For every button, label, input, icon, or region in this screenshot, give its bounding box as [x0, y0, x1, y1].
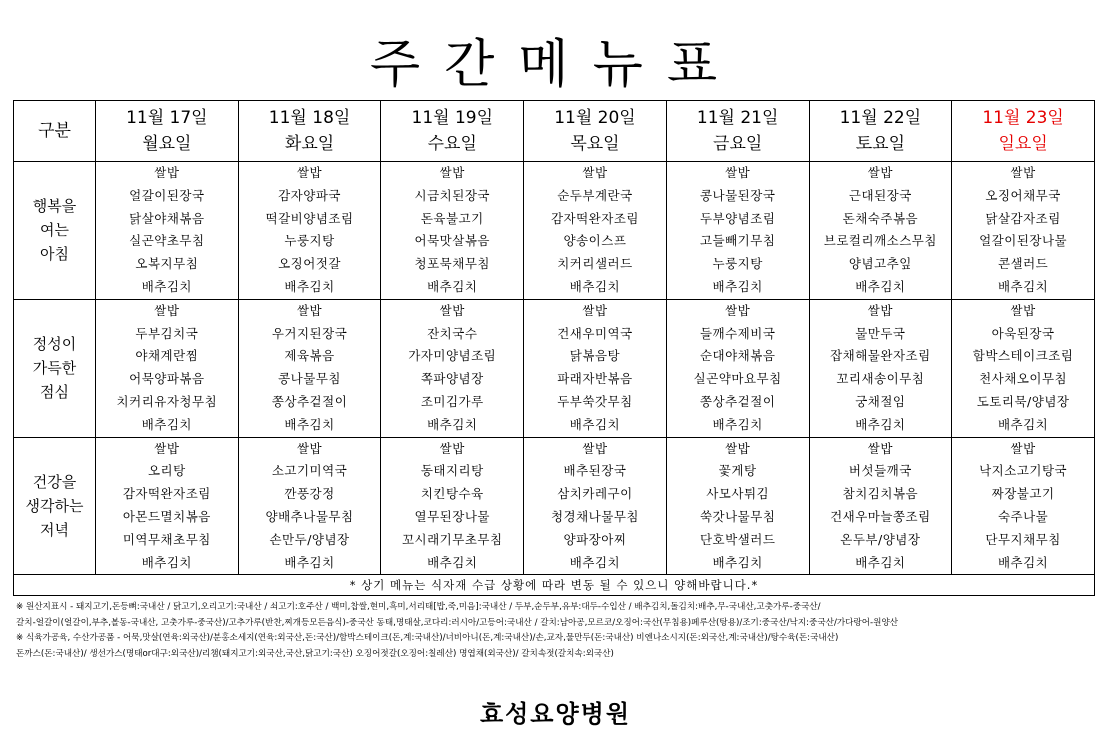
meal-label-line: 생각하는 [25, 496, 84, 515]
menu-item: 배추김치 [427, 278, 478, 294]
menu-item: 야채계란찜 [135, 348, 199, 364]
meal-label-breakfast [14, 162, 96, 300]
day-header-tuesday [238, 101, 381, 162]
menu-table [13, 100, 1095, 596]
meal-label-lunch [14, 299, 96, 437]
menu-item: 배추김치 [569, 278, 621, 294]
day-header-saturday [809, 101, 952, 162]
meal-row-dinner [14, 437, 1095, 575]
menu-item: 동태지리탕 [420, 463, 484, 479]
menu-item: 단호박샐러드 [699, 531, 776, 547]
menu-cell [381, 299, 524, 437]
day-date: 11월 23일 [982, 108, 1064, 128]
menu-item: 손만두/양념장 [269, 531, 350, 547]
menu-cell [96, 437, 239, 575]
day-date: 11월 19일 [411, 108, 494, 128]
menu-item: 브로컬리깨소스무침 [823, 233, 937, 249]
menu-item: 파래자반볶음 [557, 371, 633, 387]
menu-item: 쌀밥 [154, 302, 180, 318]
header-row [14, 101, 1095, 162]
menu-item: 쌀밥 [296, 440, 323, 456]
menu-item: 건새우마늘쫑조림 [830, 508, 931, 524]
menu-item: 제육볶음 [284, 348, 335, 364]
menu-item: 콩나물된장국 [699, 187, 776, 203]
day-date: 11월 20일 [554, 108, 636, 128]
menu-item: 쌀밥 [439, 302, 465, 318]
menu-item: 쌀밥 [154, 440, 180, 456]
menu-item: 치커리유자청무침 [116, 393, 218, 409]
day-weekday: 목요일 [570, 134, 620, 154]
menu-item: 배추김치 [141, 416, 192, 432]
menu-item: 순대야채볶음 [699, 348, 776, 364]
menu-cell [524, 299, 667, 437]
notice-text: * 상기 메뉴는 식자재 수급 상황에 따라 변동 될 수 있으니 양해바랍니다.* [14, 575, 1095, 596]
meal-label-line: 저녁 [40, 520, 69, 539]
menu-item: 우거지된장국 [271, 325, 348, 341]
menu-item: 삼치카레구이 [557, 486, 633, 502]
menu-item: 쌀밥 [725, 165, 751, 180]
menu-cell [96, 299, 239, 437]
menu-item: 열무된장나물 [414, 508, 490, 524]
menu-item: 참치김치볶음 [842, 486, 919, 502]
menu-item: 쌀밥 [296, 165, 323, 180]
menu-item: 가자미양념조림 [408, 348, 497, 364]
day-header-monday [96, 101, 239, 162]
footnote-line: 갈치-얼갈이(얼갈이,부추,볼동-국내산, 고춧가루-중국산)/고추가루(반찬,찌개등모든음식)-중국산 동태,명태살,코다리:러시아/고등어:국내산 / 갈치:남아공,모르코/오징어:국산(무침용)페루산(탕용)/조기:중국산/낙지:중국산/가다랑어-원양산 [16, 617, 899, 628]
menu-item: 치킨탕수육 [420, 486, 484, 502]
menu-item: 양념고추잎 [848, 256, 912, 272]
menu-item: 쌀밥 [296, 302, 323, 318]
menu-item: 쌀밥 [1010, 165, 1036, 180]
meal-label-dinner [14, 437, 96, 575]
menu-item: 청포묵채무침 [414, 256, 490, 272]
menu-item: 쌀밥 [582, 440, 608, 456]
menu-item: 깐풍강정 [284, 486, 335, 502]
menu-item: 두부양념조림 [699, 210, 776, 226]
menu-item: 떡갈비양념조림 [265, 210, 354, 226]
menu-item: 천사채오이무침 [979, 371, 1068, 387]
menu-item: 배추김치 [284, 416, 335, 432]
menu-item: 오징어젓갈 [278, 256, 341, 272]
menu-item: 돈육불고기 [420, 210, 484, 226]
menu-item: 쫑상추겉절이 [271, 393, 348, 409]
day-header-sunday [952, 101, 1095, 162]
menu-item: 양파장아찌 [563, 531, 627, 547]
day-header-friday [666, 101, 809, 162]
menu-item: 쌀밥 [582, 165, 608, 180]
menu-item: 배추김치 [141, 554, 192, 570]
menu-item: 오징어채무국 [985, 187, 1061, 203]
day-date: 11월 18일 [268, 108, 351, 128]
footnote-line: ※ 원산지표시 - 돼지고기,돈등뼈:국내산 / 닭고기,오리고기:국내산 / 쇠고기:호주산 / 백미,찹쌀,현미,흑미,서리태[밥,죽,미음]:국내산 / 두부,순두부,유부:대두-수입산 / 배추김치,돌김치:배추,무-국내산,고춧가루-중국산/ [16, 602, 821, 612]
menu-cell [381, 162, 524, 300]
menu-item: 오복지무침 [135, 256, 199, 272]
meal-label-line: 행복을 [32, 197, 77, 216]
menu-item: 배추김치 [855, 278, 906, 294]
notice-row [14, 575, 1095, 596]
menu-item: 조미김가루 [420, 393, 484, 409]
menu-item: 두부쑥갓무침 [557, 393, 633, 409]
footnote-line: 돈까스(돈:국내산)/ 생선가스(명태or대구:외국산)/리챔(돼지고기:외국산,국산,닭고기:국산) 오징어젓갈(오징어:칠레산) 명엽채(외국산)/ 갈치속젓(갈치속:외국산) [16, 648, 614, 659]
day-weekday: 화요일 [284, 134, 335, 154]
menu-item: 쑥갓나물무침 [699, 508, 776, 524]
menu-cell [809, 299, 952, 437]
menu-item: 배추김치 [712, 416, 763, 432]
menu-item: 온두부/양념장 [840, 531, 921, 547]
day-header-wednesday [381, 101, 524, 162]
menu-item: 쌀밥 [582, 302, 608, 318]
day-date: 11월 22일 [839, 108, 922, 128]
menu-item: 사모사튀김 [706, 486, 770, 502]
footnote-line: ※ 식육가공육, 수산가공품 - 어묵,맛살(연육:외국산)/분홍소세지(연육:외국산,돈:국산)/함박스테이크(돈,계:국내산)/너비아니(돈,계:국내산)/손,교자,물만두(돈:국내산) 비엔나소시지(돈:외국산,계:국내산)/탕수육(돈:국내산) [16, 633, 839, 643]
menu-item: 감자떡완자조림 [122, 486, 211, 502]
menu-item: 배추김치 [712, 278, 763, 294]
menu-item: 양송이스프 [563, 233, 627, 249]
menu-item: 청경채나물무침 [550, 508, 639, 524]
menu-item: 쌀밥 [725, 440, 751, 456]
menu-item: 궁채절임 [855, 393, 906, 409]
menu-item: 잡채해물완자조림 [830, 348, 931, 364]
meal-label-line: 건강을 [32, 472, 77, 491]
menu-item: 물만두국 [855, 325, 906, 341]
meal-label-line: 점심 [40, 383, 69, 402]
menu-item: 꽃게탕 [718, 463, 757, 479]
menu-cell [952, 437, 1095, 575]
day-weekday: 일요일 [998, 134, 1048, 154]
day-date: 11월 21일 [696, 108, 779, 128]
day-weekday: 금요일 [713, 134, 763, 154]
menu-item: 닭볶음탕 [569, 348, 621, 364]
menu-item: 아욱된장국 [991, 325, 1055, 341]
hospital-name: 효성요양병원 [479, 700, 632, 728]
meal-label-line: 아침 [40, 245, 69, 264]
menu-cell [809, 437, 952, 575]
day-weekday: 월요일 [142, 134, 192, 154]
menu-item: 배추김치 [569, 416, 621, 432]
menu-item: 쌀밥 [1010, 440, 1036, 456]
menu-item: 쌀밥 [439, 440, 465, 456]
menu-item: 얼갈이된장국 [129, 187, 205, 203]
menu-item: 아몬드멸치볶음 [122, 508, 211, 524]
menu-item: 오리탕 [147, 463, 186, 479]
menu-item: 들깨수제비국 [699, 325, 776, 341]
menu-item: 배추김치 [427, 554, 478, 570]
menu-cell [809, 162, 952, 300]
menu-item: 콩나물무침 [278, 371, 341, 387]
menu-item: 양배추나물무침 [265, 508, 354, 524]
menu-item: 쫑상추겉절이 [699, 393, 776, 409]
menu-item: 쌀밥 [1010, 302, 1036, 318]
menu-item: 쌀밥 [154, 165, 180, 180]
menu-item: 닭살야채볶음 [129, 210, 205, 226]
menu-item: 배추김치 [712, 554, 763, 570]
menu-item: 실곤약초무침 [129, 233, 205, 249]
menu-item: 순두부계란국 [557, 187, 633, 203]
meal-label-line: 정성이 [32, 335, 77, 354]
menu-item: 쌀밥 [867, 302, 893, 318]
day-date: 11월 17일 [126, 108, 208, 128]
page-title: 주간메뉴표 [369, 35, 742, 95]
menu-item: 배추김치 [284, 278, 335, 294]
menu-item: 배추김치 [855, 554, 906, 570]
meal-label-line: 여는 [40, 221, 69, 240]
menu-item: 고들빼기무침 [699, 233, 776, 249]
menu-cell [96, 162, 239, 300]
menu-item: 버섯들깨국 [848, 463, 912, 479]
menu-item: 치커리샐러드 [557, 256, 633, 272]
menu-cell [238, 437, 381, 575]
menu-item: 쪽파양념장 [420, 371, 484, 387]
menu-item: 미역무채초무침 [122, 531, 211, 547]
menu-item: 콘샐러드 [997, 256, 1049, 272]
menu-cell [952, 299, 1095, 437]
meal-label-line: 가득한 [32, 359, 77, 378]
menu-item: 쌀밥 [867, 165, 893, 180]
menu-cell [238, 299, 381, 437]
menu-item: 배추김치 [141, 278, 192, 294]
menu-item: 배추김치 [997, 554, 1049, 570]
menu-item: 감자떡완자조림 [550, 210, 639, 226]
menu-cell [666, 162, 809, 300]
menu-item: 쌀밥 [439, 165, 465, 180]
menu-cell [524, 162, 667, 300]
menu-cell [238, 162, 381, 300]
menu-item: 소고기미역국 [271, 463, 348, 479]
meal-row-lunch [14, 299, 1095, 437]
menu-item: 꼬시래기무초무침 [401, 531, 503, 547]
menu-item: 쌀밥 [725, 302, 751, 318]
menu-cell [666, 437, 809, 575]
menu-item: 근대된장국 [848, 187, 912, 203]
menu-item: 배추김치 [997, 278, 1049, 294]
day-weekday: 수요일 [427, 134, 477, 154]
menu-item: 시금치된장국 [414, 187, 490, 203]
menu-item: 도토리묵/양념장 [976, 393, 1070, 409]
meal-row-breakfast [14, 162, 1095, 300]
menu-cell [666, 299, 809, 437]
menu-item: 잔치국수 [427, 325, 478, 341]
menu-item: 닭살감자조림 [985, 210, 1061, 226]
origin-footnotes [16, 600, 1101, 662]
menu-item: 돈채숙주볶음 [842, 210, 919, 226]
menu-item: 누룽지탕 [712, 256, 763, 272]
menu-cell [952, 162, 1095, 300]
menu-item: 배추김치 [427, 416, 478, 432]
menu-item: 두부김치국 [135, 325, 199, 341]
menu-item: 어묵맛살볶음 [414, 233, 490, 249]
menu-item: 함박스테이크조림 [972, 348, 1074, 364]
menu-cell [381, 437, 524, 575]
menu-item: 건새우미역국 [557, 325, 633, 341]
menu-item: 실곤약마요무침 [693, 371, 782, 387]
menu-item: 배추된장국 [563, 463, 627, 479]
day-weekday: 토요일 [855, 134, 905, 154]
menu-item: 짜장불고기 [991, 486, 1055, 502]
menu-item: 배추김치 [284, 554, 335, 570]
menu-item: 단무지채무침 [985, 531, 1061, 547]
day-header-thursday [524, 101, 667, 162]
menu-item: 배추김치 [997, 416, 1049, 432]
menu-item: 얼갈이된장나물 [979, 233, 1068, 249]
menu-item: 감자양파국 [278, 187, 341, 203]
menu-item: 배추김치 [855, 416, 906, 432]
menu-item: 배추김치 [569, 554, 621, 570]
menu-item: 어묵양파볶음 [129, 371, 205, 387]
menu-item: 낙지소고기탕국 [979, 463, 1068, 479]
menu-item: 누룽지탕 [284, 233, 335, 249]
category-header: 구분 [14, 101, 96, 162]
menu-item: 쌀밥 [867, 440, 893, 456]
menu-cell [524, 437, 667, 575]
menu-item: 숙주나물 [997, 508, 1049, 524]
menu-item: 꼬리새송이무침 [836, 371, 925, 387]
